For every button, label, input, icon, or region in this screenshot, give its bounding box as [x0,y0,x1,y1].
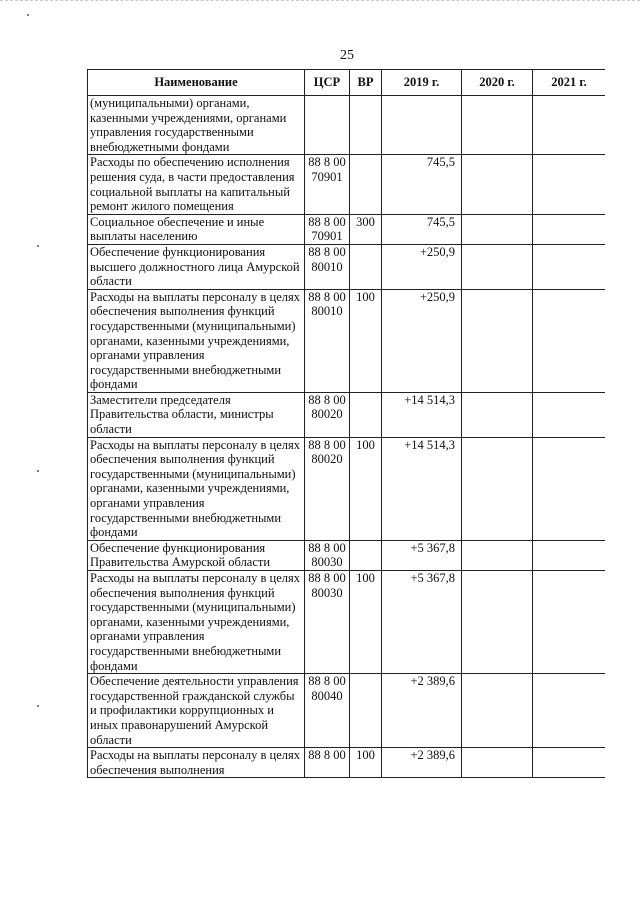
cell-2019: +2 389,6 [382,748,462,778]
scan-edge-artifact [0,0,640,4]
cell-name: Расходы на выплаты персоналу в целях обеспечения выполнения функций государственными (муниципальными) органами, казенными учреждениями, органами управления государственными внебюджетными фондами [88,437,305,540]
cell-2020 [462,392,533,437]
table-row [88,674,606,748]
table-row [88,155,606,214]
cell-csr: 88 8 00 80020 [305,437,350,540]
cell-csr [305,96,350,155]
cell-2021 [533,214,606,244]
cell-2019 [382,96,462,155]
page-number: 25 [340,48,354,63]
cell-2020 [462,674,533,748]
cell-2021 [533,392,606,437]
cell-csr: 88 8 00 80040 [305,674,350,748]
table-row [88,437,606,540]
scan-speck [37,705,39,707]
cell-2020 [462,155,533,214]
cell-2020 [462,244,533,289]
cell-name: Расходы на выплаты персоналу в целях обеспечения выполнения функций государственными (муниципальными) органами, казенными учреждениями, органами управления государственными внебюджетными фондами [88,289,305,392]
cell-2021 [533,540,606,570]
cell-2020 [462,540,533,570]
cell-vr [350,674,382,748]
cell-2019: +2 389,6 [382,674,462,748]
header-2020: 2020 г. [462,70,533,96]
cell-2019: 745,5 [382,214,462,244]
table-row [88,748,606,778]
table-row [88,540,606,570]
cell-2019: +5 367,8 [382,571,462,674]
table-row [88,571,606,674]
table-row [88,214,606,244]
cell-2021 [533,748,606,778]
cell-csr: 88 8 00 70901 [305,155,350,214]
cell-2020 [462,748,533,778]
cell-2020 [462,571,533,674]
table-body [88,96,606,778]
cell-2021 [533,674,606,748]
cell-name: Социальное обеспечение и иные выплаты населению [88,214,305,244]
cell-2021 [533,571,606,674]
table-row [88,96,606,155]
table-row [88,392,606,437]
cell-2021 [533,289,606,392]
header-2019: 2019 г. [382,70,462,96]
cell-vr: 100 [350,289,382,392]
cell-csr: 88 8 00 80010 [305,289,350,392]
cell-name: Расходы по обеспечению исполнения решения суда, в части предоставления социальной выплаты на капитальный ремонт жилого помещения [88,155,305,214]
cell-vr: 100 [350,437,382,540]
cell-vr [350,392,382,437]
table-row [88,244,606,289]
cell-2020 [462,289,533,392]
cell-2021 [533,155,606,214]
cell-2021 [533,244,606,289]
cell-vr [350,96,382,155]
cell-vr: 100 [350,748,382,778]
cell-vr: 300 [350,214,382,244]
cell-2019: +14 514,3 [382,437,462,540]
header-csr: ЦСР [305,70,350,96]
cell-name: Заместители председателя Правительства области, министры области [88,392,305,437]
header-2021: 2021 г. [533,70,606,96]
cell-2019: +14 514,3 [382,392,462,437]
cell-2020 [462,214,533,244]
scan-speck [27,14,29,16]
cell-name: Обеспечение деятельности управления государственной гражданской службы и профилактики коррупционных и иных правонарушений Амурской области [88,674,305,748]
cell-2019: +250,9 [382,289,462,392]
budget-table [87,69,605,778]
cell-csr: 88 8 00 80010 [305,244,350,289]
cell-2021 [533,437,606,540]
cell-2019: 745,5 [382,155,462,214]
table-header-row [88,70,606,96]
header-vr: ВР [350,70,382,96]
budget-table-container [87,69,605,849]
cell-vr [350,540,382,570]
cell-2020 [462,96,533,155]
cell-name: Расходы на выплаты персоналу в целях обеспечения выполнения [88,748,305,778]
cell-name: Обеспечение функционирования Правительства Амурской области [88,540,305,570]
cell-name: Обеспечение функционирования высшего должностного лица Амурской области [88,244,305,289]
cell-2019: +250,9 [382,244,462,289]
scan-speck [37,245,39,247]
cell-name: (муниципальными) органами, казенными учреждениями, органами управления государственными внебюджетными фондами [88,96,305,155]
cell-vr [350,244,382,289]
cell-vr: 100 [350,571,382,674]
cell-csr: 88 8 00 80030 [305,540,350,570]
cell-vr [350,155,382,214]
cell-csr: 88 8 00 70901 [305,214,350,244]
cell-csr: 88 8 00 80030 [305,571,350,674]
scan-speck [37,470,39,472]
cell-2020 [462,437,533,540]
cell-2019: +5 367,8 [382,540,462,570]
header-name: Наименование [88,70,305,96]
table-row [88,289,606,392]
cell-csr: 88 8 00 [305,748,350,778]
cell-csr: 88 8 00 80020 [305,392,350,437]
cell-name: Расходы на выплаты персоналу в целях обеспечения выполнения функций государственными (муниципальными) органами, казенными учреждениями, органами управления государственными внебюджетными фондами [88,571,305,674]
cell-2021 [533,96,606,155]
